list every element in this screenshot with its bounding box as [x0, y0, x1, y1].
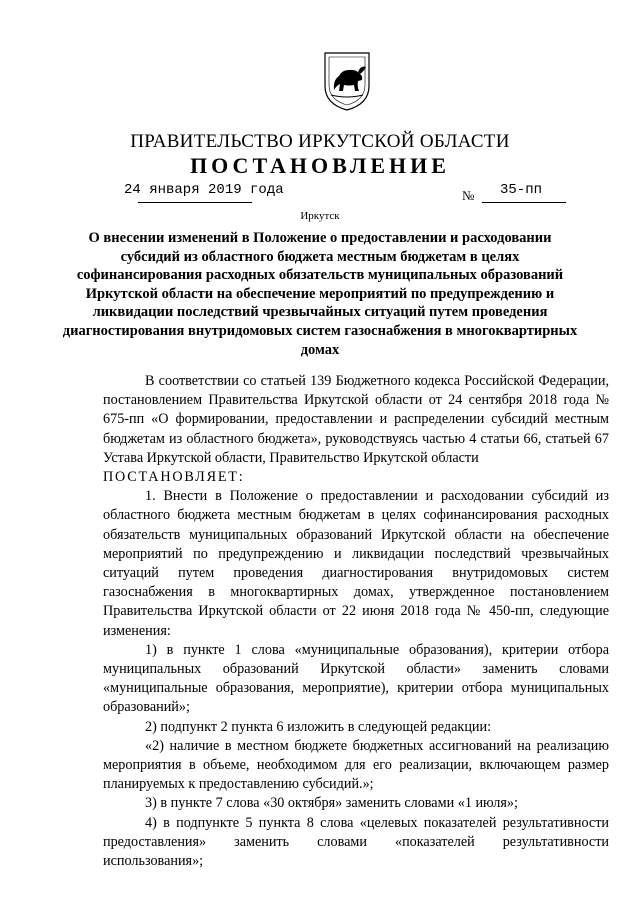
- number-sign: №: [462, 188, 475, 203]
- coat-of-arms-icon: [322, 50, 372, 112]
- paragraph: 1) в пункте 1 слова «муниципальные образования), критерии отбора муниципальных образований Иркутской области» заменить словами «муниципальные образования, мероприятие), критерии отбора муниципальных образований»;: [103, 641, 609, 716]
- paragraph: 3) в пункте 7 слова «30 октября» заменить словами «1 июля»;: [145, 795, 518, 812]
- government-title: ПРАВИТЕЛЬСТВО ИРКУТСКОЙ ОБЛАСТИ: [130, 131, 510, 152]
- document-heading: О внесении изменений в Положение о предоставлении и расходовании субсидий из областного бюджета местным бюджетам в целях софинансирования расходных обязательств муниципальных образований Иркутской области на обеспечение мероприятий по предупреждению и ликвидации последствий чрезвычайных ситуаций путем проведения диагностирования внутридомовых систем газоснабжения в многоквартирных домах: [62, 230, 578, 358]
- document-body: [103, 372, 609, 871]
- date-underline: [138, 202, 252, 203]
- paragraph: 1. Внести в Положение о предоставлении и расходовании субсидий из областного бюджета местным бюджетам в целях софинансирования расходных обязательств муниципальных образований Иркутской области на обеспечение мероприятий по предупреждению и ликвидации последствий чрезвычайных ситуаций путем проведения диагностирования внутридомовых систем газоснабжения в многоквартирных домах, утвержденное постановлением Правительства Иркутской области от 22 июня 2018 года № 450-пп, следующие изменения:: [103, 488, 609, 639]
- city: Иркутск: [300, 210, 340, 222]
- document-type: ПОСТАНОВЛЕНИЕ: [190, 153, 450, 178]
- resolves-keyword: ПОСТАНОВЛЯЕТ:: [103, 469, 245, 486]
- preamble: В соответствии со статьей 139 Бюджетного кодекса Российской Федерации, постановлением Правительства Иркутской области от 24 сентября 2018 года № 675-пп «О формировании, предоставлении и распределении субсидий местным бюджетам из областного бюджета», руководствуясь частью 4 статьи 66, статьей 67 Устава Иркутской области, Правительство Иркутской области: [103, 373, 609, 466]
- paragraph: «2) наличие в местном бюджете бюджетных ассигнований на реализацию мероприятия в объеме, необходимом для его реализации, включающем размер планируемых к предоставлению субсидий.»;: [103, 737, 609, 793]
- document-date: 24 января 2019 года: [124, 182, 284, 198]
- paragraph: 4) в подпункте 5 пункта 8 слова «целевых показателей результативности предоставления» заменить словами «показателей результативности использования»;: [103, 814, 609, 870]
- document-number: 35-пп: [500, 182, 543, 198]
- number-underline: [482, 202, 566, 203]
- paragraph: 2) подпункт 2 пункта 6 изложить в следующей редакции:: [145, 718, 492, 735]
